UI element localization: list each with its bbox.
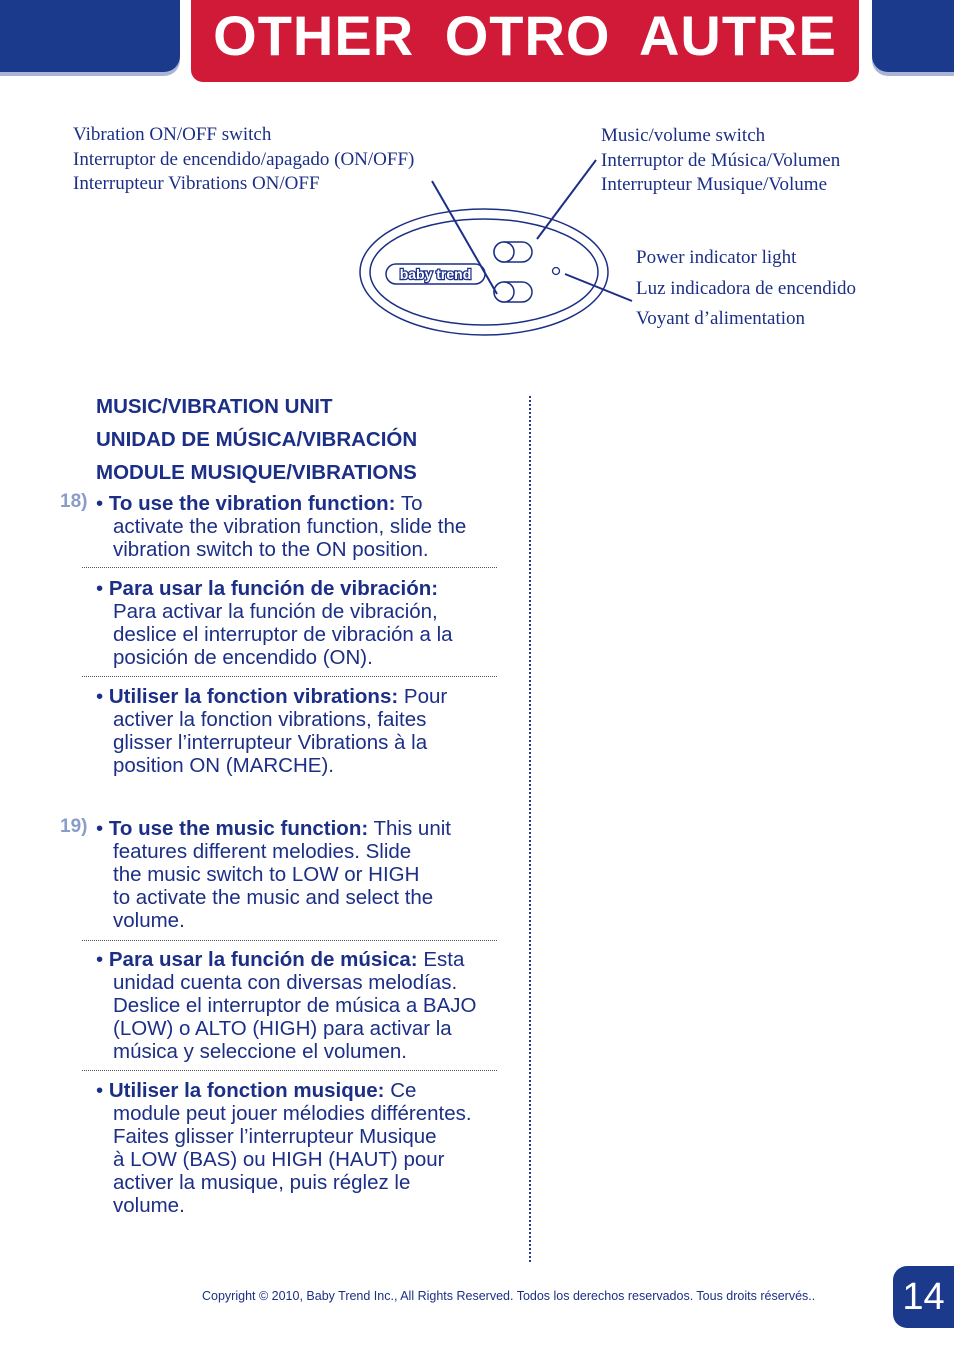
divider-dotted <box>82 676 497 677</box>
step18-french: • Utiliser la fonction vibrations: Pour activer la fonction vibrations, faites glisser l’interrupteur Vibrations à la position ON (MARCHE). <box>96 685 448 777</box>
column-divider <box>529 396 531 1262</box>
baby-trend-logo <box>386 264 485 284</box>
divider-dotted <box>82 1070 497 1071</box>
power-indicator-label: Power indicator light Luz indicadora de encendido Voyant d’alimentation <box>636 247 856 329</box>
music-switch-icon <box>494 242 532 262</box>
step19-english: • To use the music function: This unit features different melodies. Slide the music switch to LOW or HIGH to activate the music and select the volume. <box>96 817 451 932</box>
page-number: 14 <box>893 1266 954 1328</box>
step-number-18: 18) <box>60 491 88 512</box>
step18-spanish: • Para usar la función de vibración: Para activar la función de vibración, deslice el interruptor de vibración a la posición de encendido (ON). <box>96 577 453 669</box>
step19-spanish: • Para usar la función de música: Esta unidad cuenta con diversas melodías. Deslice el interruptor de música a BAJO (LOW) o ALTO (HIGH) para activar la música y seleccione el volumen. <box>96 948 477 1063</box>
music-switch-label: Music/volume switch Interruptor de Música/Volumen Interrupteur Musique/Volume <box>601 125 841 195</box>
svg-text:baby trend: baby trend <box>399 266 472 282</box>
divider-dotted <box>82 940 497 941</box>
vibration-switch-label: Vibration ON/OFF switch Interruptor de encendido/apagado (ON/OFF) Interrupteur Vibrations ON/OFF <box>73 124 415 194</box>
page-title: OTHER OTRO AUTRE <box>213 4 837 67</box>
step18-english: • To use the vibration function: To activate the vibration function, slide the vibration switch to the ON position. <box>96 492 467 561</box>
music-leader-line <box>537 160 596 239</box>
step19-french: • Utiliser la fonction musique: Ce module peut jouer mélodies différentes. Faites glisser l’interrupteur Musique à LOW (BAS) ou HIGH (HAUT) pour activer la musique, puis réglez le volume. <box>96 1079 472 1217</box>
section-heading: MUSIC/VIBRATION UNIT UNIDAD DE MÚSICA/VIBRACIÓN MODULE MUSIQUE/VIBRATIONS <box>96 395 418 484</box>
copyright-notice: Copyright © 2010, Baby Trend Inc., All Rights Reserved. Todos los derechos reservados. Tous droits réservés.. <box>202 1289 816 1303</box>
vibration-switch-icon <box>494 282 532 302</box>
divider-dotted <box>82 567 497 568</box>
step-number-19: 19) <box>60 816 88 837</box>
power-indicator-light-icon <box>553 268 560 275</box>
